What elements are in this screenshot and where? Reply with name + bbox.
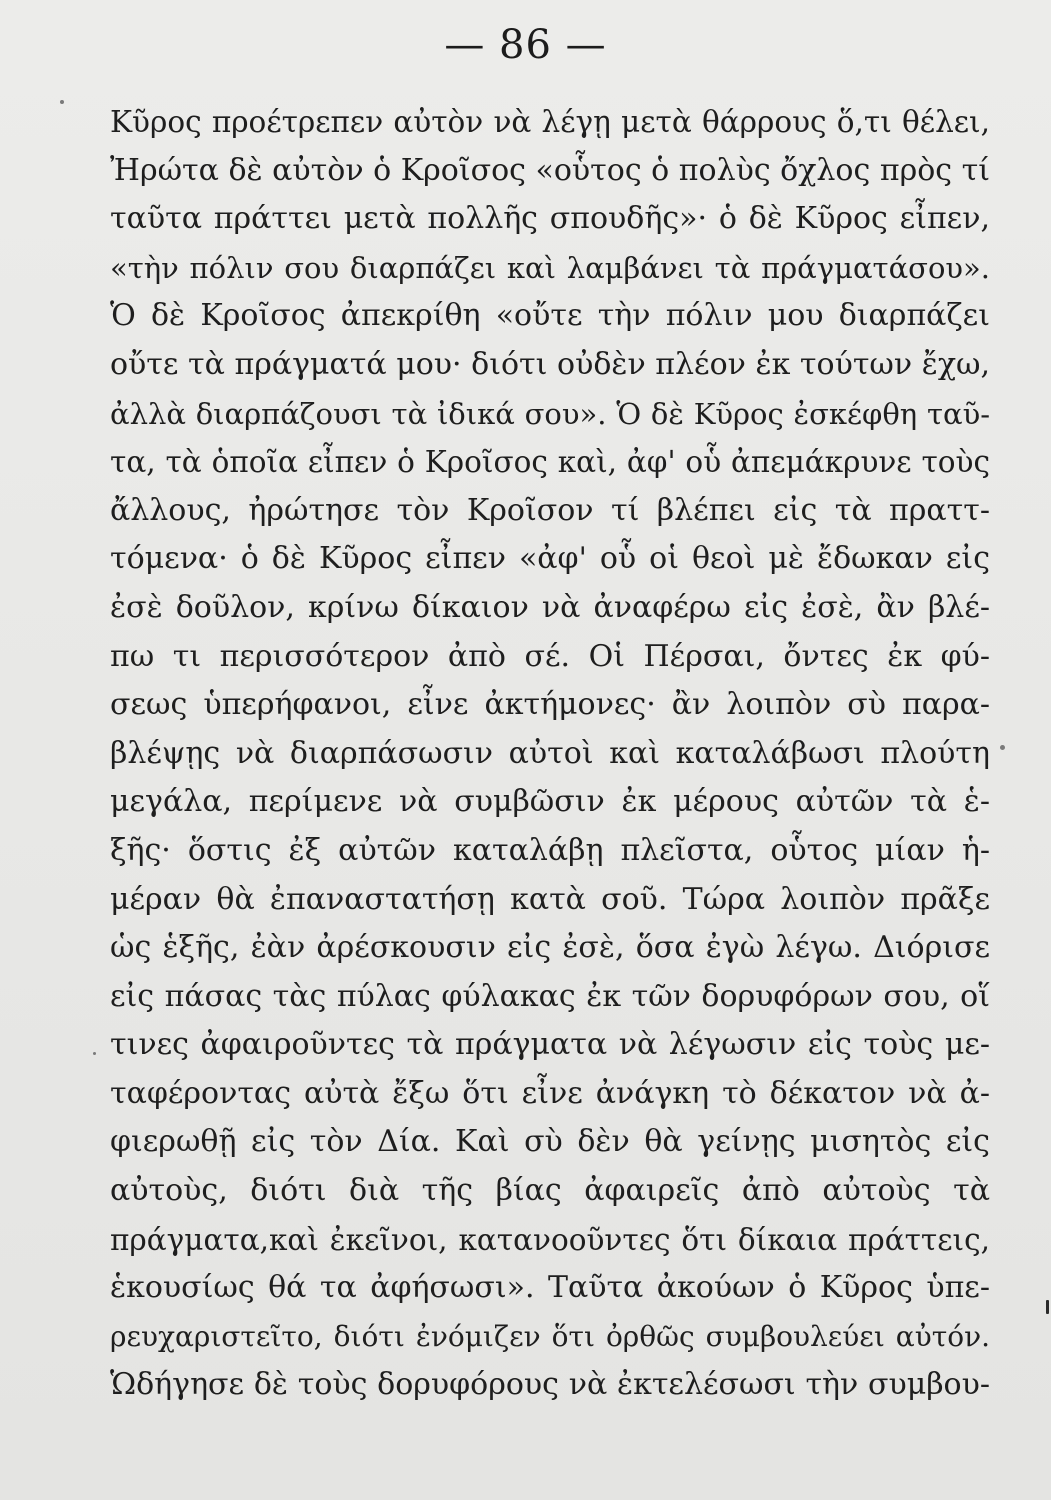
text-line: μεγάλα, περίμενε νὰ συμβῶσιν ἐκ μέρους αὐτῶν τὰ ἑ- xyxy=(110,784,990,820)
text-line: ἐσὲ δοῦλον, κρίνω δίκαιον νὰ ἀναφέρω εἰς ἐσὲ, ἂν βλέ- xyxy=(110,589,990,625)
paper-speck xyxy=(1000,745,1005,750)
text-line: πράγματα,καὶ ἐκεῖνοι, κατανοοῦντες ὅτι δίκαια πράττεις, xyxy=(110,1222,990,1257)
text-line: ξῆς· ὅστις ἐξ αὐτῶν καταλάβῃ πλεῖστα, οὗτος μίαν ἡ- xyxy=(110,832,990,868)
text-line: ἄλλους, ἠρώτησε τὸν Κροῖσον τί βλέπει εἰς τὰ πραττ- xyxy=(110,492,990,528)
text-line: ὡς ἑξῆς, ἐὰν ἀρέσκουσιν εἰς ἐσὲ, ὅσα ἐγὼ λέγω. Διόρισε xyxy=(110,930,990,966)
body-text xyxy=(110,98,990,1410)
paper-speck xyxy=(1046,1300,1049,1314)
text-line: αὐτοὺς, διότι διὰ τῆς βίας ἀφαιρεῖς ἀπὸ αὐτοὺς τὰ xyxy=(110,1173,990,1209)
text-line: βλέψῃς νὰ διαρπάσωσιν αὐτοὶ καὶ καταλάβωσι πλούτη xyxy=(110,735,990,771)
text-line: εἰς πάσας τὰς πύλας φύλακας ἐκ τῶν δορυφόρων σου, οἵ xyxy=(110,978,990,1014)
text-line: Ὁ δὲ Κροῖσος ἀπεκρίθη «οὔτε τὴν πόλιν μου διαρπάζει xyxy=(110,298,990,334)
text-line: Ὡδήγησε δὲ τοὺς δορυφόρους νὰ ἐκτελέσωσι τὴν συμβου- xyxy=(110,1367,990,1403)
text-line: πω τι περισσότερον ἀπὸ σέ. Οἱ Πέρσαι, ὄντες ἐκ φύ- xyxy=(110,638,990,674)
text-line: «τὴν πόλιν σου διαρπάζει καὶ λαμβάνει τὰ πράγματάσου». xyxy=(110,250,990,285)
text-line: τινες ἀφαιροῦντες τὰ πράγματα νὰ λέγωσιν εἰς τοὺς με- xyxy=(110,1027,990,1063)
text-line: τα, τὰ ὁποῖα εἶπεν ὁ Κροῖσος καὶ, ἀφ' οὗ ἀπεμάκρυνε τοὺς xyxy=(110,445,990,480)
text-line: φιερωθῇ εἰς τὸν Δία. Καὶ σὺ δὲν θὰ γείνῃς μισητὸς εἰς xyxy=(110,1124,990,1160)
text-line: ἀλλὰ διαρπάζουσι τὰ ἰδικά σου». Ὁ δὲ Κῦρος ἐσκέφθη ταῦ- xyxy=(110,396,990,431)
text-line: ταῦτα πράττει μετὰ πολλῆς σπουδῆς»· ὁ δὲ Κῦρος εἶπεν, xyxy=(110,201,990,237)
text-line: τόμενα· ὁ δὲ Κῦρος εἶπεν «ἀφ' οὗ οἱ θεοὶ μὲ ἔδωκαν εἰς xyxy=(110,541,990,577)
text-line: ἑκουσίως θά τα ἀφήσωσι». Ταῦτα ἀκούων ὁ Κῦρος ὑπε- xyxy=(110,1270,990,1306)
text-line: Ἠρώτα δὲ αὐτὸν ὁ Κροῖσος «οὗτος ὁ πολὺς ὄχλος πρὸς τί xyxy=(110,152,990,188)
text-line: σεως ὑπερήφανοι, εἶνε ἀκτήμονες· ἂν λοιπὸν σὺ παρα- xyxy=(110,687,990,723)
text-line: οὔτε τὰ πράγματά μου· διότι οὐδὲν πλέον ἐκ τούτων ἔχω, xyxy=(110,346,990,382)
text-line: ρευχαριστεῖτο, διότι ἐνόμιζεν ὅτι ὀρθῶς συμβουλεύει αὐτόν. xyxy=(110,1319,990,1353)
paper-speck xyxy=(60,100,64,104)
page-number: — 86 — xyxy=(444,22,607,68)
text-line: μέραν θὰ ἐπαναστατήσῃ κατὰ σοῦ. Τώρα λοιπὸν πρᾶξε xyxy=(110,881,990,917)
text-line: ταφέροντας αὐτὰ ἔξω ὅτι εἶνε ἀνάγκη τὸ δέκατον νὰ ἀ- xyxy=(110,1075,990,1111)
paper-speck xyxy=(93,1052,96,1055)
text-line: Κῦρος προέτρεπεν αὐτὸν νὰ λέγῃ μετὰ θάρρους ὅ,τι θέλει, xyxy=(110,105,990,139)
